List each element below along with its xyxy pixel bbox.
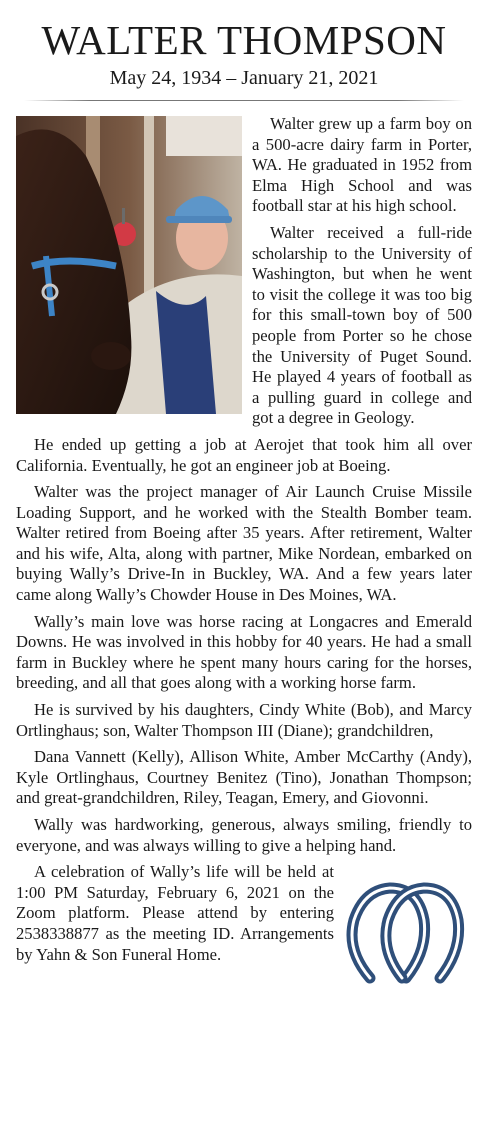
paragraph-2: Walter received a full-ride scholarship to the University of Washington, but when he went to visit the college it was too big for this small-town boy of 500 people from Porter so he chose the University of Puget Sound. He played 4 years of football as a pulling guard in college and got a degree in Geology. [252, 222, 472, 428]
horseshoe-icon [340, 880, 472, 984]
paragraph-4: Walter was the project manager of Air Launch Cruise Missile Loading Support, and he worked with the Stealth Bomber team. Walter retired from Boeing after 35 years. After retirement, Walter and his wife, Alta, along with partner, Mike Nordean, embarked on buying Wally’s Drive-In in Buckley, WA. And a few years later came along Wally’s Chowder House in Des Moines, WA. [16, 482, 472, 605]
paragraph-5: Wally’s main love was horse racing at Longacres and Emerald Downs. He was involved in this hobby for 40 years. He had a small farm in Buckley where he spent many hours caring for the horses, breeding, and all that goes along with a working horse farm. [16, 611, 472, 693]
portrait-photo [16, 116, 242, 414]
paragraph-9: A celebration of Wally’s life will be held at 1:00 PM Saturday, February 6, 2021 on the Zoom platform. Please attend by entering 2538338877 as the meeting ID. Arrangements by Yahn & Son Funeral Home. [16, 862, 334, 964]
paragraph-6: He is survived by his daughters, Cindy White (Bob), and Marcy Ortlinghaus; son, Walter Thompson III (Diane); grandchildren, [16, 700, 472, 740]
life-dates: May 24, 1934 – January 21, 2021 [109, 67, 379, 89]
paragraph-8: Wally was hardworking, generous, always smiling, friendly to everyone, and was always willing to give a helping hand. [16, 815, 472, 855]
header-divider [24, 100, 464, 101]
paragraph-7: Dana Vannett (Kelly), Allison White, Amber McCarthy (Andy), Kyle Ortlinghaus, Courtney Benitez (Tino), Jonathan Thompson; and great-grandchildren, Riley, Teagan, Emery, and Giovonni. [16, 747, 472, 808]
paragraph-1: Walter grew up a farm boy on a 500-acre dairy farm in Porter, WA. He graduated in 1952 from Elma High School and was football star at his high school. [252, 114, 472, 216]
obituary-body [16, 114, 472, 984]
obituary-name: WALTER THOMPSON [41, 17, 447, 63]
paragraph-3: He ended up getting a job at Aerojet that took him all over California. Eventually, he got an engineer job at Boeing. [16, 434, 472, 475]
